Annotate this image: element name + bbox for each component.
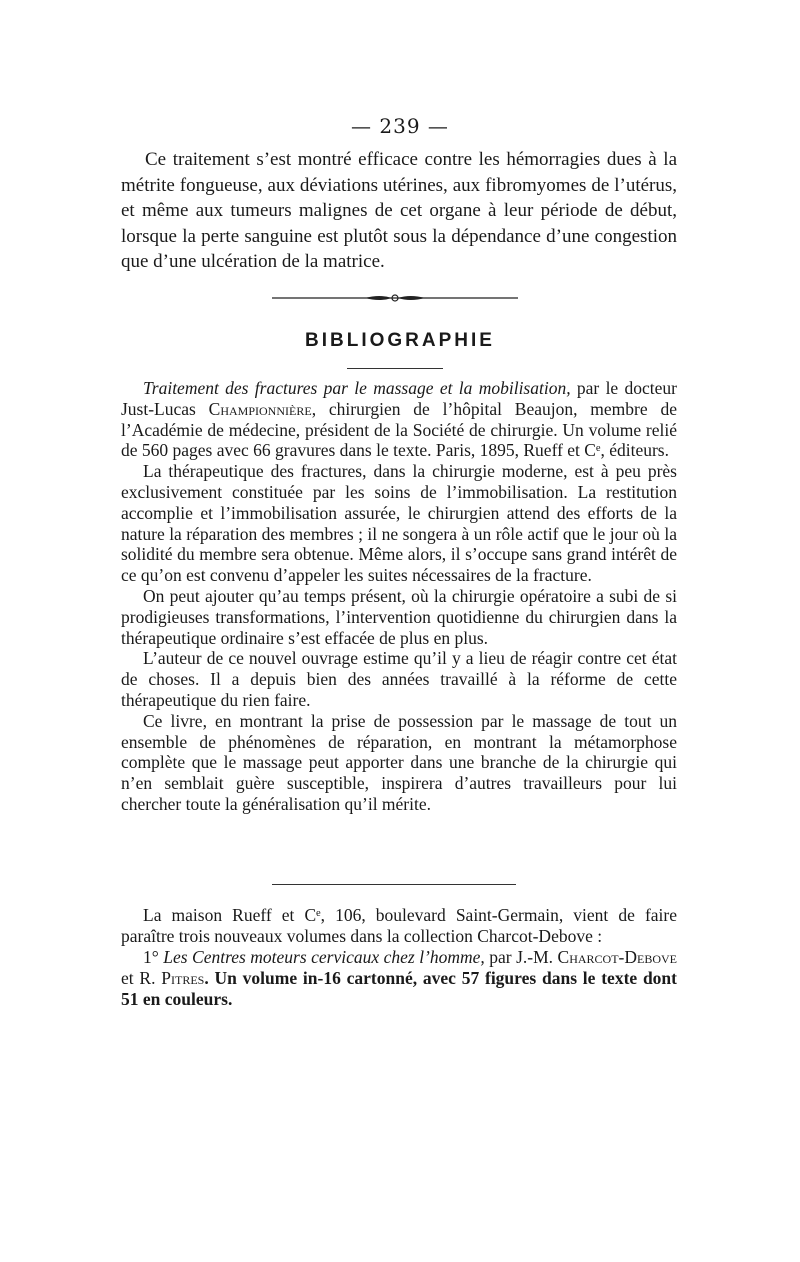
entry-rest: , chirurgien de l’hôpital Beaujon, membre de l’Académie de médecine, président de la Société de chirurgie. Un volume relié de 560 pages avec 66 gravures dans le texte. Paris, 1895, Rueff et Cᵉ, éditeurs. xyxy=(121,398,677,461)
item-author2: Pitres xyxy=(161,968,205,988)
item-author1: Charcot-Debove xyxy=(557,947,678,967)
news-item xyxy=(121,947,677,1010)
intro-section xyxy=(121,147,677,275)
bibliography-paragraph: Ce livre, en montrant la prise de possession par le massage de tout un ensemble de phénomènes de réparation, en montrant la métamorphose complète que le massage peut apporter dans une branche de la chirurgie qui n’en semblait guère susceptible, inspirera d’autres travailleurs pour lui chercher toute la généralisation qu’il mérite. xyxy=(121,710,677,814)
title-underline xyxy=(347,368,443,369)
news-section xyxy=(121,905,677,1010)
bibliography-section xyxy=(121,378,677,815)
section-divider xyxy=(272,884,516,885)
entry-author: Championnière xyxy=(208,398,312,419)
item-rest: . Un volume in-16 cartonné, avec 57 figures dans le texte dont 51 en couleurs. xyxy=(121,968,677,1009)
item-and: et R. xyxy=(121,968,162,988)
bibliography-paragraph: La thérapeutique des fractures, dans la chirurgie moderne, est à peu près exclusivement constituée par les soins de l’immobilisation. La restitution accomplie et l’immobilisation assurée, le chirurgien attend des efforts de la nature la réparation des membres ; il ne songera à un rôle actif que le jour où la solidité du membre sera obtenue. Même alors, il s’occupe sans grand intérêt de ce qu’on est convenu d’appeler les suites nécessaires de la fracture. xyxy=(121,461,677,586)
entry-title: Traitement des fractures par le massage et la mobilisation, xyxy=(143,378,571,398)
bibliography-paragraph: L’auteur de ce nouvel ouvrage estime qu’il y a lieu de réagir contre cet état de choses. Il a depuis bien des années travaillé à la réforme de cette thérapeutique du rien faire. xyxy=(121,648,677,710)
page-number: — 239 — xyxy=(351,114,449,138)
section-title: BIBLIOGRAPHIE xyxy=(305,330,495,351)
entry-by: par le docteur Just-Lucas xyxy=(121,378,677,419)
bibliography-paragraph: On peut ajouter qu’au temps présent, où la chirurgie opératoire a subi de si prodigieuses transformations, l’intervention quotidienne du chirurgien dans la thérapeutique ordinaire s’est effacée de plus en plus. xyxy=(121,585,677,648)
item-title: Les Centres moteurs cervicaux chez l’homme, xyxy=(163,947,485,967)
item-number: 1° xyxy=(143,947,164,967)
news-intro: La maison Rueff et Cᵉ, 106, boulevard Saint-Germain, vient de faire paraître trois nouveaux volumes dans la collection Charcot-Debove : xyxy=(121,905,677,946)
ornament-divider xyxy=(270,291,520,305)
bibliography-entry xyxy=(121,378,677,461)
intro-paragraph: Ce traitement s’est montré efficace contre les hémorragies dues à la métrite fongueuse, aux déviations utérines, aux fibromyomes de l’utérus, et même aux tumeurs malignes de cet organe à leur période de début, lorsque la perte sanguine est plutôt sous la dépendance d’une congestion que d’une ulcération de la matrice. xyxy=(121,149,677,273)
item-by: par J.-M. xyxy=(484,947,558,967)
